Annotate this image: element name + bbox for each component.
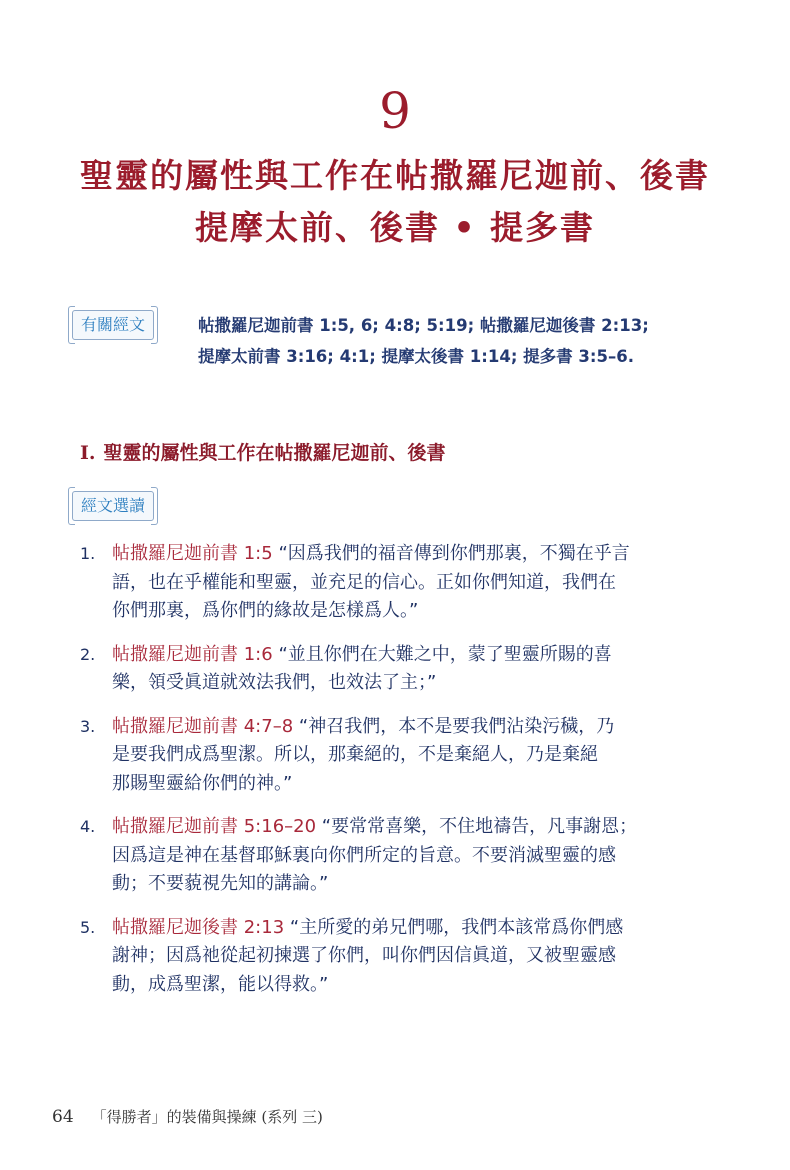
verse-text: 那賜聖靈給你們的神。” [112, 772, 293, 794]
related-refs-line: 提摩太前書 3:16; 4:1; 提摩太後書 1:14; 提多書 3:5–6. [198, 347, 634, 366]
list-item [80, 713, 740, 799]
verse-text: “主所愛的弟兄們哪，我們本該常爲你們感 [289, 916, 624, 938]
list-item [80, 641, 740, 698]
verse-text: 謝神；因爲祂從起初揀選了你們，叫你們因信眞道，又被聖靈感 [112, 945, 616, 966]
list-item [80, 813, 740, 899]
verse-text: “神召我們，本不是要我們沾染污穢，乃 [298, 715, 615, 737]
verse-text: 你們那裏，爲你們的緣故是怎樣爲人。” [112, 600, 419, 621]
scripture-reading-list [80, 540, 740, 1014]
scripture-reading-tag: 經文選讀 [72, 491, 154, 521]
verse-reference: 帖撒羅尼迦前書 1:5 [112, 543, 273, 564]
page-footer [52, 1106, 323, 1128]
verse-text: 是要我們成爲聖潔。所以，那棄絕的，不是棄絕人，乃是棄絕 [112, 744, 598, 765]
verse-text: 動，成爲聖潔，能以得救。” [112, 973, 329, 995]
related-scripture-refs [198, 310, 768, 372]
verse-reference: 帖撒羅尼迦前書 4:7–8 [112, 715, 294, 737]
related-refs-line: 帖撒羅尼迦前書 1:5, 6; 4:8; 5:19; 帖撒羅尼迦後書 2:13; [198, 316, 649, 335]
chapter-title-line: 聖靈的屬性與工作在帖撒羅尼迦前、後書 [80, 156, 710, 195]
item-number: 2. [80, 644, 96, 664]
verse-text: 動；不要藐視先知的講論。” [112, 873, 329, 894]
book-title: 「得勝者」的裝備與操練 (系列 三) [91, 1108, 323, 1126]
verse-text: 樂，領受眞道就效法我們，也效法了主；” [112, 672, 437, 693]
chapter-number: 9 [379, 82, 411, 140]
verse-reference: 帖撒羅尼迦前書 1:6 [112, 643, 273, 665]
verse-reference: 帖撒羅尼迦前書 5:16–20 [112, 816, 317, 837]
verse-text: 語，也在乎權能和聖靈，並充足的信心。正如你們知道，我們在 [112, 571, 616, 593]
section-heading [80, 439, 446, 467]
chapter-title [0, 150, 790, 254]
page-number: 64 [52, 1107, 74, 1127]
list-item [80, 540, 740, 626]
verse-reference: 帖撒羅尼迦後書 2:13 [112, 916, 285, 938]
section-title: 聖靈的屬性與工作在帖撒羅尼迦前、後書 [103, 442, 446, 464]
item-number: 5. [80, 917, 96, 937]
item-number: 1. [80, 544, 96, 563]
item-number: 4. [80, 817, 96, 836]
chapter-title-line: 提摩太前、後書 • 提多書 [194, 208, 596, 247]
verse-line [112, 713, 740, 742]
item-number: 3. [80, 716, 96, 736]
related-scripture-tag: 有關經文 [72, 310, 154, 340]
verse-line [112, 641, 740, 670]
list-item [80, 914, 740, 1000]
section-numeral: I. [80, 442, 96, 464]
verse-line [112, 540, 740, 569]
verse-text: “並且你們在大難之中，蒙了聖靈所賜的喜 [278, 643, 612, 665]
verse-text: 因爲這是神在基督耶穌裏向你們所定的旨意。不要消滅聖靈的感 [112, 844, 616, 866]
verse-text: “要常常喜樂，不住地禱告，凡事謝恩； [321, 816, 638, 837]
verse-line [112, 914, 740, 943]
verse-text: “因爲我們的福音傳到你們那裏，不獨在乎言 [278, 543, 630, 564]
verse-line [112, 813, 740, 842]
